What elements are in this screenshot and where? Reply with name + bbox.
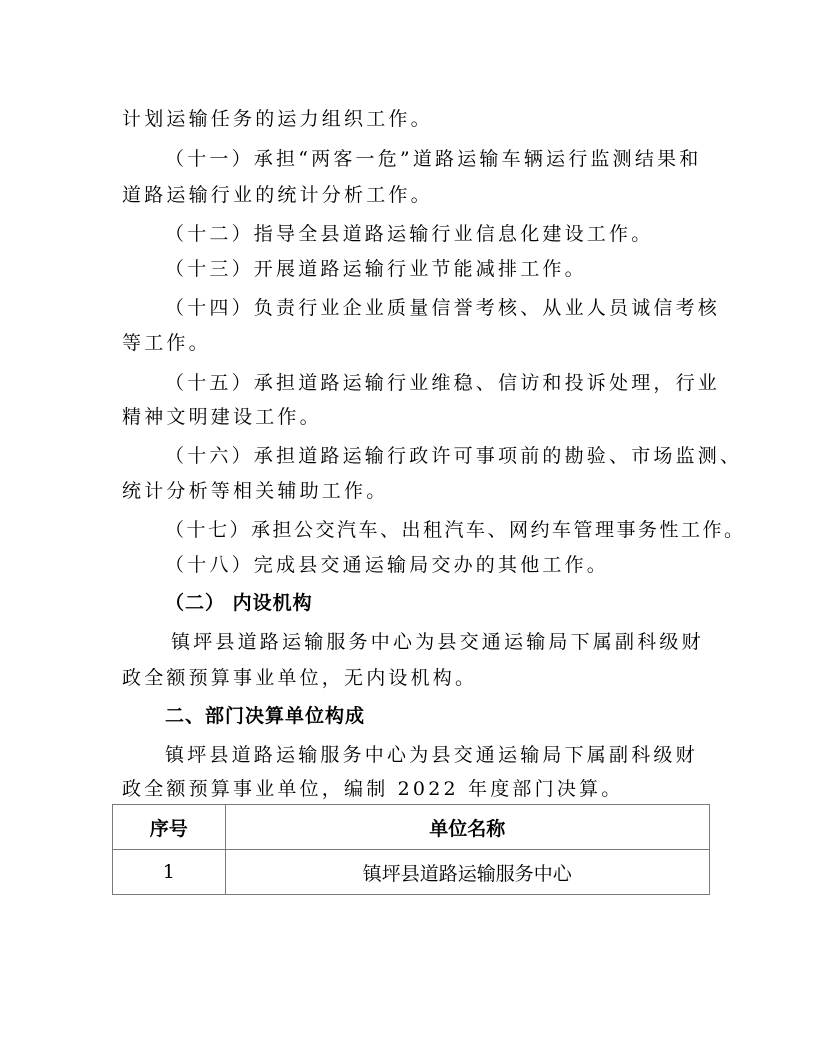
- paragraph-line: 等工作。: [122, 332, 211, 354]
- paragraph-line: （十六）承担道路运输行政许可事项前的勘验、市场监测、: [165, 445, 743, 467]
- section-heading-internal-structure: （二） 内设机构: [165, 592, 313, 614]
- paragraph-line: 道路运输行业的统计分析工作。: [122, 184, 433, 206]
- cell-serial-number: 1: [113, 850, 226, 895]
- paragraph-line: 政全额预算事业单位，编制 2022 年度部门决算。: [122, 778, 624, 800]
- section-heading-unit-composition: 二、部门决算单位构成: [165, 705, 366, 727]
- table-header-row: [113, 805, 710, 850]
- paragraph-line: （十七）承担公交汽车、出租汽车、网约车管理事务性工作。: [165, 519, 746, 541]
- paragraph-line: （十五）承担道路运输行业维稳、信访和投诉处理，行业: [165, 372, 721, 394]
- paragraph-line: 计划运输任务的运力组织工作。: [122, 108, 433, 130]
- paragraph-line: （十二）指导全县道路运输行业信息化建设工作。: [165, 223, 654, 245]
- header-serial-number: 序号: [113, 805, 226, 850]
- paragraph-line: 政全额预算事业单位，无内设机构。: [122, 667, 478, 689]
- paragraph-line: （十四）负责行业企业质量信誉考核、从业人员诚信考核: [165, 297, 721, 319]
- cell-unit-name: 镇坪县道路运输服务中心: [225, 850, 710, 895]
- paragraph-line: 精神文明建设工作。: [122, 406, 322, 428]
- paragraph-line: 统计分析等相关辅助工作。: [122, 480, 389, 502]
- header-unit-name: 单位名称: [225, 805, 710, 850]
- table-row: [113, 850, 710, 895]
- paragraph-line: （十八）完成县交通运输局交办的其他工作。: [165, 554, 610, 576]
- paragraph-line: 镇坪县道路运输服务中心为县交通运输局下属副科级财: [165, 744, 698, 766]
- paragraph-line: （十三）开展道路运输行业节能减排工作。: [165, 258, 587, 280]
- paragraph-line: （十一）承担“两客一危”道路运输车辆运行监测结果和: [165, 148, 702, 170]
- paragraph-line: 镇坪县道路运输服务中心为县交通运输局下属副科级财: [171, 631, 704, 653]
- unit-table: [112, 804, 710, 895]
